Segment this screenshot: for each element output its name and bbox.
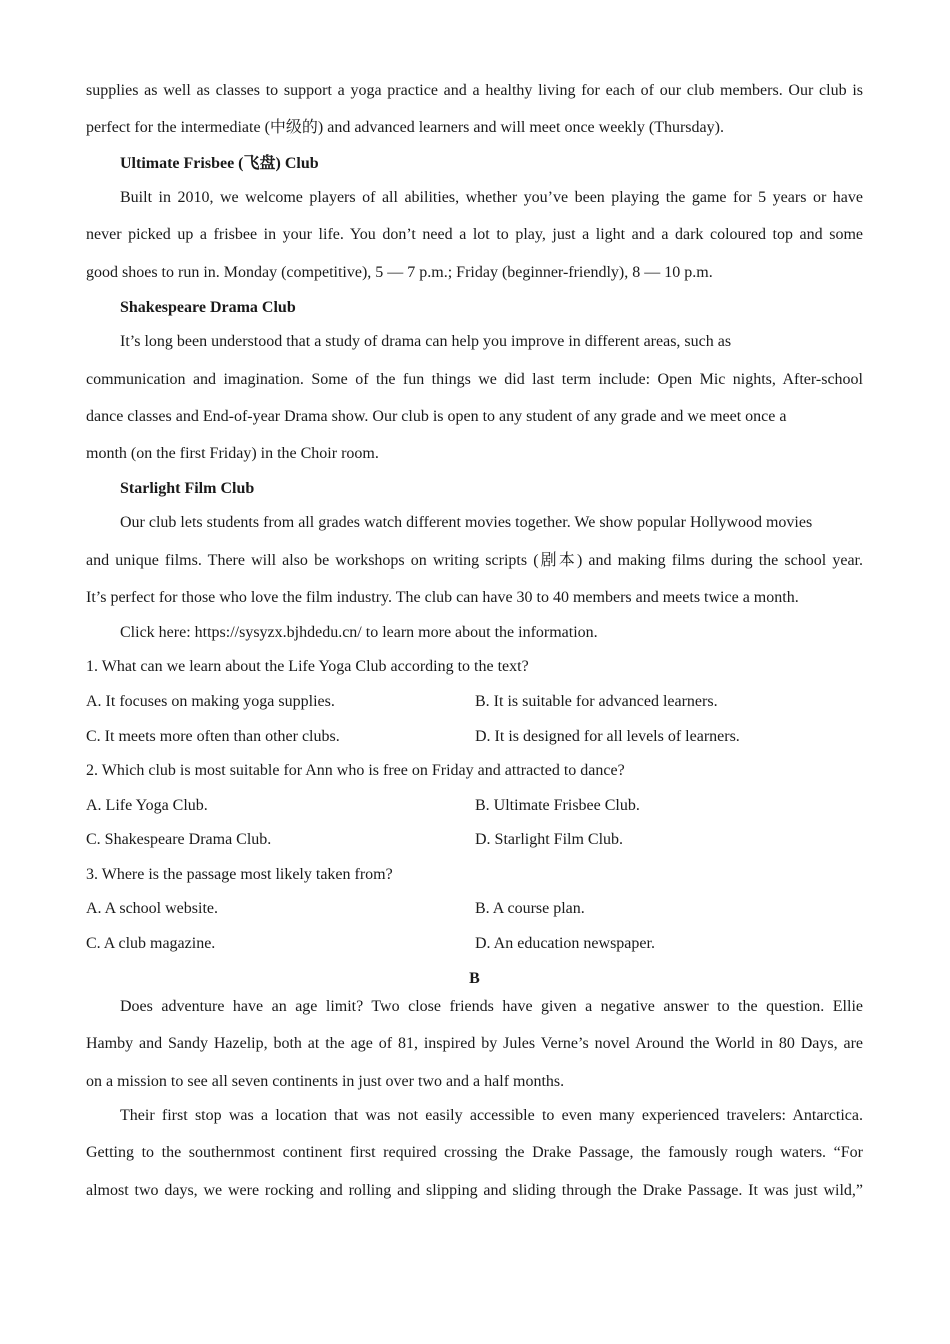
q3-option-c: C. A club magazine. (86, 935, 216, 952)
q2-option-c: C. Shakespeare Drama Club. (86, 831, 272, 848)
film-text-line: and unique films. There will also be workshops on writing scripts (剧本) and making films during the school year. (86, 552, 863, 569)
drama-text-line: dance classes and End-of-year Drama show. Our club is open to any student of any grade and we meet once a (86, 408, 787, 425)
yoga-text-line: supplies as well as classes to support a yoga practice and a healthy living for each of our club members. Our club is (86, 82, 863, 99)
film-text-line: It’s perfect for those who love the film industry. The club can have 30 to 40 members and meets twice a month. (86, 589, 799, 606)
frisbee-text-line: Built in 2010, we welcome players of all abilities, whether you’ve been playing the game for 5 years or have (120, 189, 863, 206)
question-3: 3. Where is the passage most likely taken from? (86, 866, 393, 883)
section-b-text-line: Does adventure have an age limit? Two close friends have given a negative answer to the question. Ellie (120, 998, 863, 1015)
q1-option-a: A. It focuses on making yoga supplies. (86, 693, 335, 710)
q3-option-b: B. A course plan. (475, 900, 585, 917)
section-b-text-line: almost two days, we were rocking and rolling and slipping and sliding through the Drake Passage. It was just wild,” (86, 1182, 863, 1199)
question-2: 2. Which club is most suitable for Ann who is free on Friday and attracted to dance? (86, 762, 625, 779)
film-text-line: Our club lets students from all grades watch different movies together. We show popular Hollywood movies (120, 514, 813, 531)
drama-text-line: communication and imagination. Some of the fun things we did last term include: Open Mic nights, After-school (86, 371, 863, 388)
section-b-text-line: Getting to the southernmost continent first required crossing the Drake Passage, the famously rough waters. “For (86, 1144, 863, 1161)
frisbee-text-line: never picked up a frisbee in your life. You don’t need a lot to play, just a light and a dark coloured top and some (86, 226, 863, 243)
film-club-title: Starlight Film Club (120, 480, 255, 497)
section-b-text-line: on a mission to see all seven continents in just over two and a half months. (86, 1073, 565, 1090)
drama-club-title: Shakespeare Drama Club (120, 299, 296, 316)
frisbee-club-title: Ultimate Frisbee (飞盘) Club (120, 155, 319, 172)
q2-option-d: D. Starlight Film Club. (475, 831, 624, 848)
frisbee-text-line: good shoes to run in. Monday (competitive), 5 — 7 p.m.; Friday (beginner-friendly), 8 — 10 p.m. (86, 264, 713, 281)
q3-option-a: A. A school website. (86, 900, 218, 917)
q1-option-b: B. It is suitable for advanced learners. (475, 693, 718, 710)
section-b-text-line: Their first stop was a location that was not easily accessible to even many experienced travelers: Antarctica. (120, 1107, 863, 1124)
drama-text-line: It’s long been understood that a study of drama can help you improve in different areas, such as (120, 333, 732, 350)
q2-option-b: B. Ultimate Frisbee Club. (475, 797, 640, 814)
drama-text-line: month (on the first Friday) in the Choir room. (86, 445, 379, 462)
q1-option-d: D. It is designed for all levels of learners. (475, 728, 740, 745)
q3-option-d: D. An education newspaper. (475, 935, 655, 952)
click-here-line: Click here: https://sysyzx.bjhdedu.cn/ to learn more about the information. (120, 624, 598, 641)
q1-option-c: C. It meets more often than other clubs. (86, 728, 340, 745)
section-b-text-line: Hamby and Sandy Hazelip, both at the age of 81, inspired by Jules Verne’s novel Around the World in 80 Days, are (86, 1035, 863, 1052)
q2-option-a: A. Life Yoga Club. (86, 797, 208, 814)
question-1: 1. What can we learn about the Life Yoga Club according to the text? (86, 658, 529, 675)
section-b-heading: B (469, 970, 480, 987)
yoga-text-line: perfect for the intermediate (中级的) and advanced learners and will meet once weekly (Thursday). (86, 119, 724, 136)
